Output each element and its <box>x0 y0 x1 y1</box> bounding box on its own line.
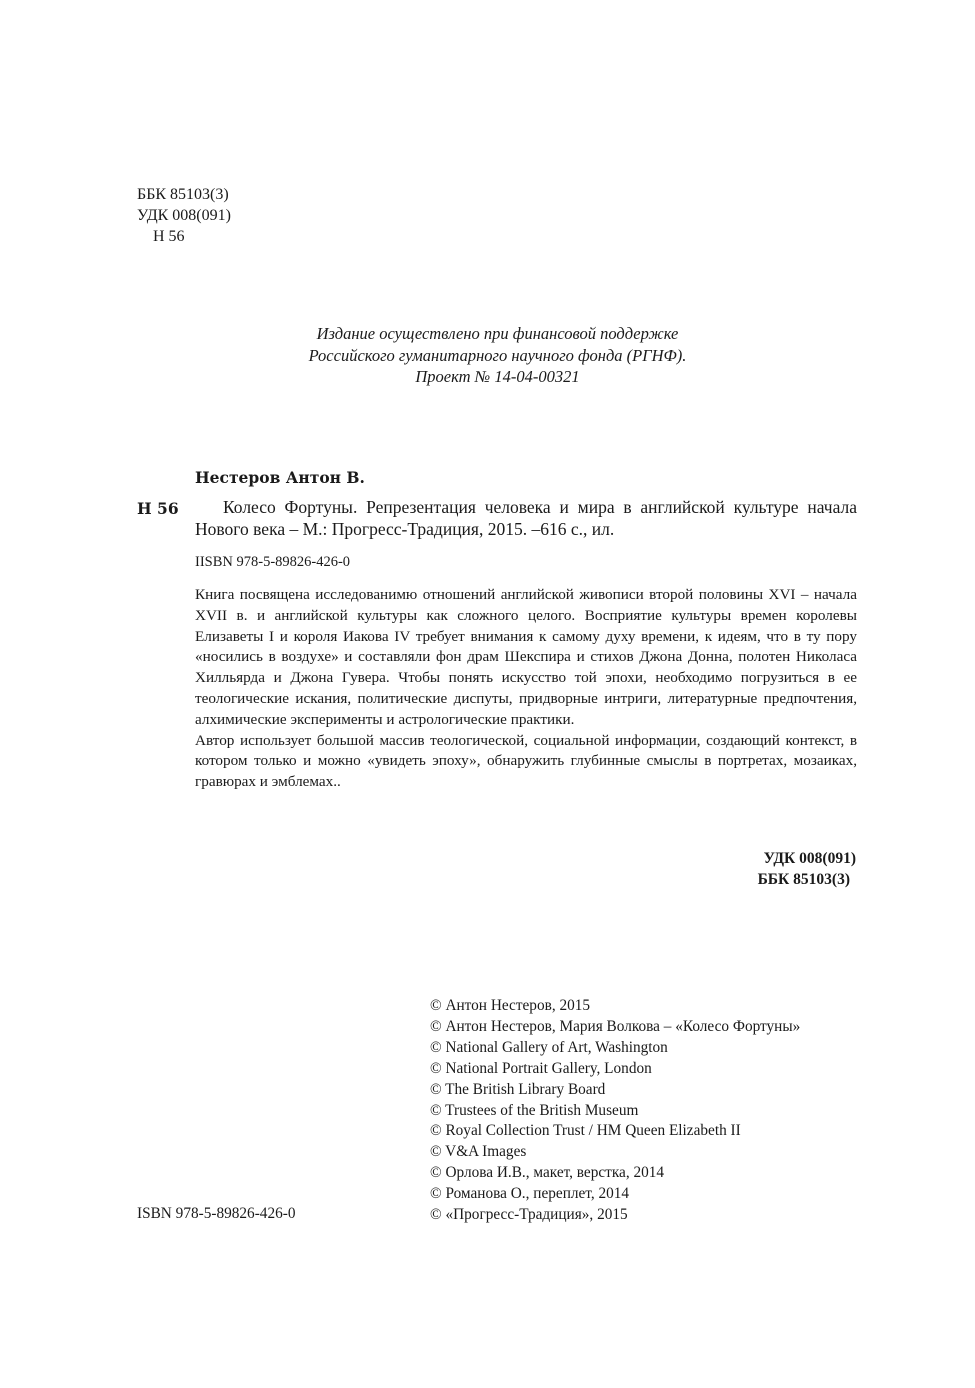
copyright-line: © The British Library Board <box>430 1080 606 1098</box>
copyright-line: © Royal Collection Trust / HM Queen Elizabeth II <box>430 1122 741 1140</box>
annotation-paragraph-1: Книга посвящена исследованимю отношений английской живописи второй половины XVI – начала XVII в. и английской культуры как сложного целого. Восприятие культуры времен королевы Елизаветы I и короля Иакова IV требует внимания к самому духу времени, к идеям, что в ту пору «носились в воздухе» и составляли фон драм Шекспира и стихов Джона Донна, полотен Николаса Хилльярда и Джона Гувера. Чтобы понять искусство той эпохи, необходимо погрузиться в ее теологические искания, политические диспуты, придворные интриги, литературные предпочтения, алхимические эксперименты и астрологические практики. <box>195 586 857 728</box>
copyright-line: © Орлова И.В., макет, верстка, 2014 <box>430 1164 665 1182</box>
copyright-line: © Антон Нестеров, 2015 <box>430 997 591 1014</box>
bbk-code: ББК 85103(3) <box>137 186 229 203</box>
udk-code: УДК 008(091) <box>137 207 231 224</box>
copyright-list <box>430 996 800 1226</box>
classification-codes-bold <box>600 848 856 890</box>
annotation-paragraph-2: Автор использует большой массив теологической, социальной информации, создающий контекст, в котором только и можно «увидеть эпоху», обнаружить глубинные смыслы в портретах, мозаиках, гравюрах и эмблемах.. <box>195 731 857 791</box>
grant-note <box>200 323 795 388</box>
footer-isbn: ISBN 978-5-89826-426-0 <box>137 1205 296 1222</box>
copyright-line: © National Gallery of Art, Washington <box>430 1038 668 1056</box>
citation-isbn: IISBN 978-5-89826-426-0 <box>195 554 351 570</box>
author-heading: Нестеров Антон В. <box>195 468 365 487</box>
copyright-line: © «Прогресс-Традиция», 2015 <box>430 1206 628 1224</box>
copyright-line: © Антон Нестеров, Мария Волкова – «Колесо Фортуны» <box>430 1017 801 1035</box>
bbk-code-bold: ББК 85103(3) <box>757 871 850 888</box>
grant-line-1: Издание осуществлено при финансовой поддержке <box>316 324 679 343</box>
annotation <box>195 585 857 793</box>
grant-line-2: Российского гуманитарного научного фонда (РГНФ). <box>308 345 687 365</box>
grant-line-3: Проект № 14-04-00321 <box>415 367 580 386</box>
author-sign-bold: Н 56 <box>137 499 179 518</box>
copyright-line: © Романова О., переплет, 2014 <box>430 1185 630 1203</box>
udk-code-bold: УДК 008(091) <box>763 850 856 867</box>
classification-block <box>137 184 231 247</box>
bibliographic-citation: Колесо Фортуны. Репрезентация человека и мира в английской культуре начала Нового века – М.: Прогресс-Традиция, 2015. –616 с., ил. <box>195 497 857 539</box>
author-sign: Н 56 <box>153 228 185 245</box>
copyright-line: © Trustees of the British Museum <box>430 1101 639 1119</box>
copyright-line: © National Portrait Gallery, London <box>430 1059 652 1077</box>
copyright-line: © V&A Images <box>430 1143 527 1161</box>
